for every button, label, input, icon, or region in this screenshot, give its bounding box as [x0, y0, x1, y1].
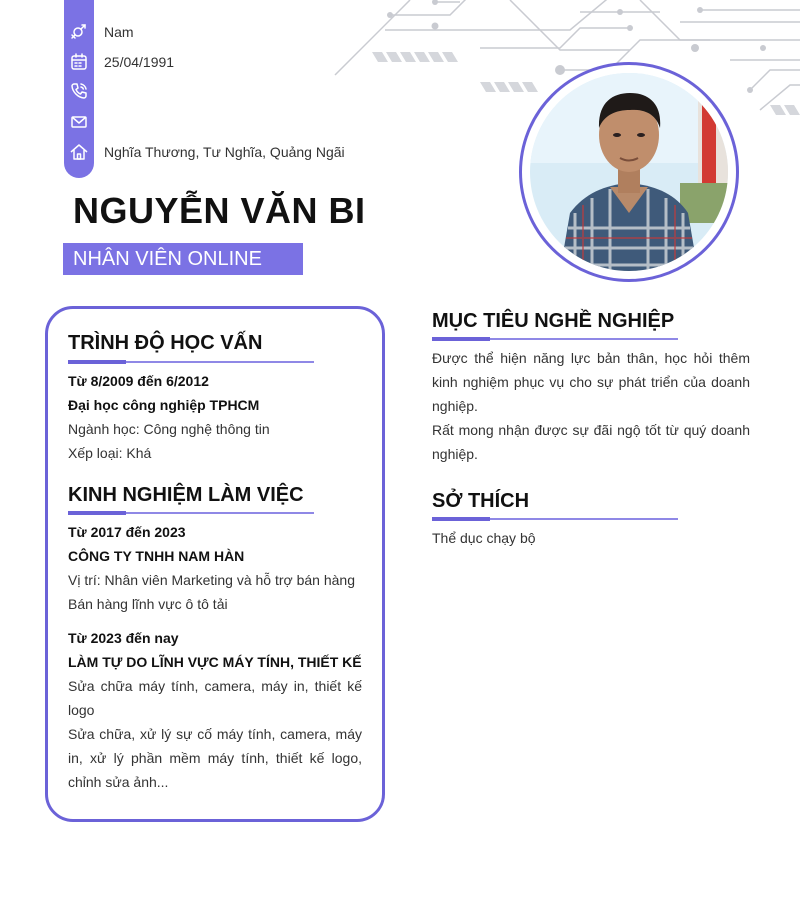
gender-icon [69, 22, 89, 42]
job2-line: Sửa chữa máy tính, camera, máy in, thiết kế logo [68, 678, 362, 718]
objective-title: MỤC TIÊU NGHỀ NGHIỆP [432, 310, 675, 332]
objective-paragraph: Rất mong nhận được sự đãi ngộ tốt từ quý doanh nghiệp. [432, 422, 750, 462]
job2-line: Sửa chữa, xử lý sự cố máy tính, camera, máy in, xử lý phần mềm máy tính, thiết kế logo, chỉnh sửa ảnh... [68, 726, 362, 790]
calendar-icon [69, 52, 89, 72]
job2-period: Từ 2023 đến nay [68, 630, 179, 646]
job1-line: Bán hàng lĩnh vực ô tô tải [68, 596, 228, 612]
objective-underline [432, 338, 678, 340]
education-period: Từ 8/2009 đến 6/2012 [68, 373, 209, 389]
dob-text: 25/04/1991 [104, 54, 175, 70]
experience-underline [68, 512, 314, 514]
objective-paragraph: Được thể hiện năng lực bản thân, học hỏi thêm kinh nghiệm phục vụ cho sự phát triển của doanh nghiệp. [432, 350, 750, 414]
gender-text: Nam [104, 24, 134, 40]
experience-title: KINH NGHIỆM LÀM VIỆC [68, 484, 304, 506]
mail-icon [69, 112, 89, 132]
job-title: NHÂN VIÊN ONLINE [63, 243, 303, 275]
education-school: Đại học công nghiệp TPHCM [68, 397, 260, 413]
job1-period: Từ 2017 đến 2023 [68, 524, 186, 540]
education-underline [68, 361, 314, 363]
education-major: Ngành học: Công nghệ thông tin [68, 421, 270, 437]
avatar [530, 73, 728, 271]
home-icon [69, 142, 89, 162]
hobbies-underline [432, 518, 678, 520]
job2-company: LÀM TỰ DO LĨNH VỰC MÁY TÍNH, THIẾT KẾ [68, 654, 362, 670]
job1-company: CÔNG TY TNHH NAM HÀN [68, 548, 245, 564]
hobbies-title: SỞ THÍCH [432, 490, 530, 512]
full-name: NGUYỄN VĂN BI [73, 190, 366, 231]
address-text: Nghĩa Thương, Tư Nghĩa, Quảng Ngãi [104, 144, 345, 160]
job1-line: Vị trí: Nhân viên Marketing và hỗ trợ bán hàng [68, 572, 355, 588]
education-title: TRÌNH ĐỘ HỌC VẤN [68, 332, 263, 354]
education-grade: Xếp loại: Khá [68, 445, 152, 461]
phone-icon [69, 81, 89, 101]
hobbies-text: Thể dục chạy bộ [432, 530, 536, 546]
